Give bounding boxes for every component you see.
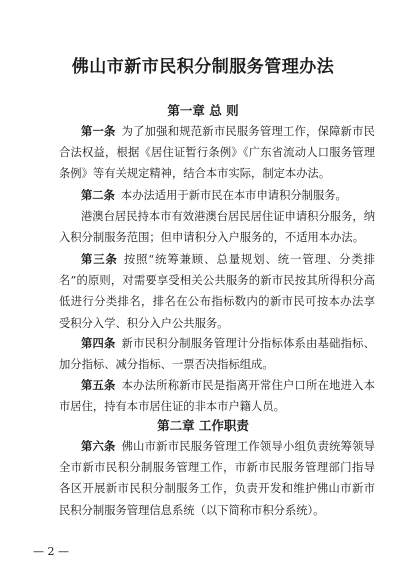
article-label: 第二条 bbox=[81, 189, 115, 202]
article-text: 为了加强和规范新市民服务管理工作，保障新市民合法权益，根据《居住证暂行条例》《广东省流动人口服务管理条例》等有关规定精神，结合本市实际，制定本办法。 bbox=[59, 125, 375, 181]
article-5 bbox=[59, 375, 375, 417]
article-label: 第五条 bbox=[81, 379, 116, 392]
article-text: 港澳台居民持本市有效港澳台居民居住证申请积分服务，纳入积分制服务范围；但申请积分入户服务的，不适用本办法。 bbox=[59, 210, 375, 245]
chapter-heading-1: 第一章 总 则 bbox=[167, 103, 239, 118]
article-2-paragraph-2 bbox=[59, 206, 375, 248]
article-4 bbox=[59, 333, 375, 375]
article-label: 第六条 bbox=[81, 440, 116, 453]
chapter-heading-2: 第二章 工作职责 bbox=[157, 418, 249, 433]
article-text: 本办法适用于新市民在本市申请积分制服务。 bbox=[120, 189, 347, 202]
page-number: — 2 — bbox=[33, 545, 69, 558]
article-text: 佛山市新市民服务管理工作领导小组负责统筹领导全市新市民积分制服务管理工作，市新市民服务管理部门指导各区开展新市民积分制服务工作，负责开发和维护佛山市新市民积分制服务管理信息系统（以下简称市积分系统）。 bbox=[59, 440, 375, 517]
article-1 bbox=[59, 121, 375, 185]
article-6 bbox=[59, 436, 375, 521]
article-text: 按照“统筹兼顾、总量规划、统一管理、分类排名”的原则，对需要享受相关公共服务的新市民按其所得积分高低进行分类排名，排名在公布指标数内的新市民可按本办法享受积分入学、积分入户公共服务。 bbox=[59, 253, 375, 330]
document-title: 佛山市新市民积分制服务管理办法 bbox=[71, 57, 335, 77]
article-text: 新市民积分制服务管理计分指标体系由基础指标、加分指标、减分指标、一票否决指标组成。 bbox=[59, 337, 375, 372]
article-text: 本办法所称新市民是指离开常住户口所在地进入本市居住，持有本市居住证的非本市户籍人员。 bbox=[59, 379, 375, 414]
article-label: 第四条 bbox=[81, 337, 116, 350]
article-3 bbox=[59, 249, 375, 334]
article-label: 第三条 bbox=[81, 253, 118, 266]
article-2 bbox=[59, 185, 375, 206]
article-label: 第一条 bbox=[81, 125, 116, 138]
